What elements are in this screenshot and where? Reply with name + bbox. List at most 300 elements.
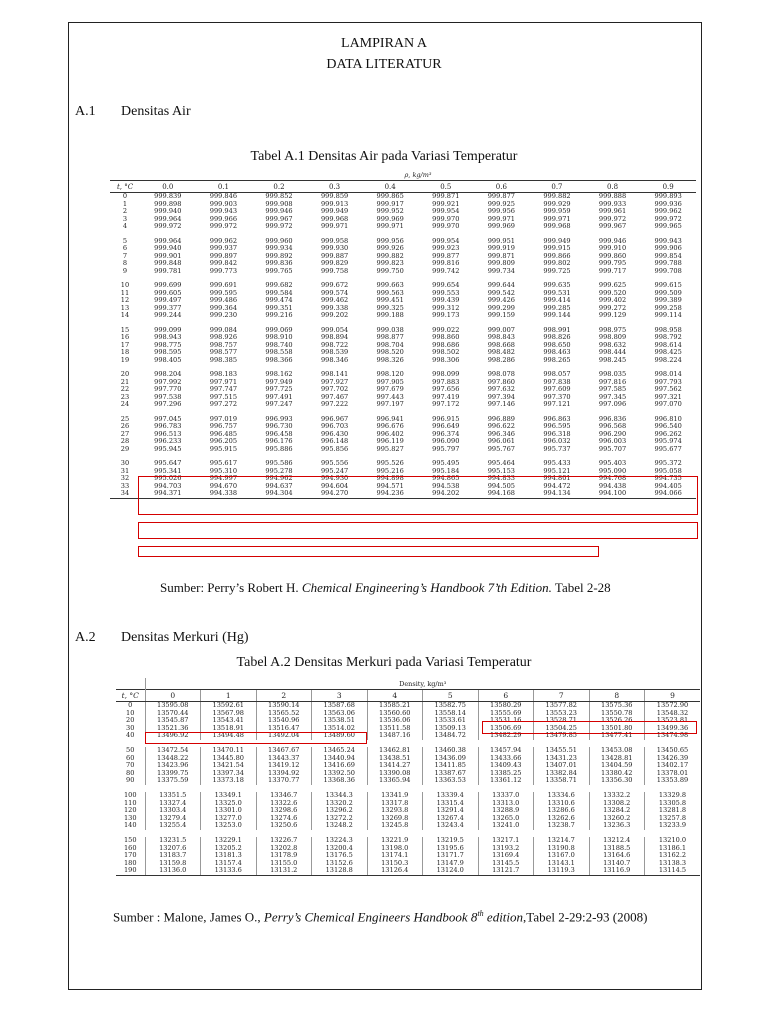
- table1-temp-label: t, °C: [116, 182, 134, 191]
- density-cell: 999.635: [543, 282, 571, 289]
- density-cell: 996.967: [320, 415, 349, 423]
- density-cell: 999.968: [320, 215, 349, 223]
- density-cell: 13176.5: [312, 852, 368, 860]
- density-cell: 994.930: [320, 475, 349, 482]
- density-cell: 13284.2: [589, 807, 645, 815]
- section-a2-title: Densitas Merkuri (Hg): [121, 630, 249, 645]
- density-cell: 13325.0: [201, 800, 257, 808]
- density-cell: 999.129: [598, 312, 627, 319]
- density-cell: 999.717: [598, 267, 627, 275]
- density-cell: 994.134: [529, 490, 585, 498]
- density-cell: 994.703: [154, 482, 182, 490]
- density-cell: 13409.43: [478, 762, 534, 770]
- density-cell: 999.038: [376, 326, 404, 334]
- mercury-density-table: [116, 678, 700, 876]
- density-cell: 13171.7: [423, 852, 479, 860]
- appendix-title: LAMPIRAN A: [341, 36, 427, 51]
- density-cell: 13351.5: [145, 792, 201, 800]
- density-cell: 13231.5: [145, 837, 201, 845]
- density-cell: 13150.3: [367, 860, 423, 868]
- density-cell: 13423.96: [145, 762, 201, 770]
- density-cell: 997.747: [209, 386, 238, 393]
- density-cell: 999.940: [154, 245, 182, 252]
- density-cell: 999.946: [598, 237, 627, 245]
- temperature-cell: 11: [120, 289, 130, 297]
- table-row: [110, 208, 696, 216]
- density-cell: 999.972: [265, 223, 293, 230]
- density-cell: 13438.51: [367, 755, 423, 763]
- density-cell: 13277.0: [201, 815, 257, 823]
- density-cell: 999.968: [543, 223, 571, 230]
- density-cell: 999.574: [320, 289, 349, 297]
- density-cell: 13404.59: [589, 762, 645, 770]
- density-cell: 13169.4: [478, 852, 534, 860]
- density-cell: 995.915: [209, 445, 238, 453]
- density-cell: 998.775: [154, 341, 182, 349]
- density-cell: 999.486: [209, 297, 238, 304]
- density-cell: 13416.69: [312, 762, 368, 770]
- density-cell: 997.394: [487, 393, 515, 401]
- density-cell: 13322.6: [256, 800, 312, 808]
- density-cell: 996.540: [654, 423, 682, 430]
- density-cell: 999.216: [265, 312, 293, 319]
- density-cell: 999.351: [265, 304, 293, 312]
- temperature-cell: 17: [120, 341, 130, 349]
- density-cell: 13467.67: [256, 747, 312, 755]
- density-cell: 998.877: [376, 334, 404, 341]
- table-row: [116, 837, 700, 845]
- density-cell: 13305.8: [645, 800, 701, 808]
- density-cell: 999.915: [543, 245, 571, 252]
- density-cell: 13181.3: [201, 852, 257, 860]
- density-cell: 13296.2: [312, 807, 368, 815]
- density-cell: 13521.36: [145, 725, 201, 733]
- density-cell: 999.906: [654, 245, 682, 252]
- table-row: [116, 747, 700, 755]
- density-cell: 998.757: [209, 341, 238, 349]
- temperature-cell: 23: [120, 393, 130, 401]
- temperature-cell: 6: [122, 245, 128, 252]
- density-cell: 13193.2: [478, 845, 534, 853]
- density-cell: 13414.27: [367, 762, 423, 770]
- temperature-cell: 32: [120, 475, 130, 482]
- table-row: [110, 371, 696, 379]
- density-cell: 999.462: [320, 297, 349, 304]
- density-cell: 999.644: [487, 282, 515, 289]
- table1-col-header: 0.2: [251, 181, 307, 193]
- temperature-cell: 80: [126, 769, 135, 777]
- highlight-box-30-32: [138, 522, 698, 539]
- density-cell: 13205.2: [201, 845, 257, 853]
- table-row: [110, 253, 696, 261]
- density-cell: 995.090: [598, 467, 627, 475]
- density-cell: 999.960: [265, 237, 293, 245]
- density-cell: 995.647: [154, 460, 182, 467]
- density-cell: 13288.9: [478, 807, 534, 815]
- density-cell: 996.458: [265, 430, 293, 438]
- density-cell: 997.793: [654, 378, 682, 386]
- density-cell: 995.464: [487, 460, 515, 467]
- density-cell: 13262.6: [534, 815, 590, 823]
- density-cell: 999.364: [209, 304, 238, 312]
- density-cell: 999.969: [487, 223, 515, 230]
- density-cell: 997.247: [265, 401, 293, 408]
- table-row: [116, 792, 700, 800]
- temperature-cell: 24: [120, 401, 130, 408]
- density-cell: 996.836: [598, 415, 627, 423]
- density-cell: 996.290: [598, 430, 627, 438]
- density-cell: 999.325: [376, 304, 404, 312]
- group-spacer: [116, 830, 700, 837]
- density-cell: 997.172: [432, 401, 460, 408]
- density-cell: 13499.36: [645, 725, 701, 733]
- density-cell: 995.737: [543, 445, 571, 453]
- table-row: [110, 342, 696, 350]
- density-cell: 998.650: [543, 341, 571, 349]
- density-cell: 999.672: [320, 282, 349, 289]
- density-cell: 999.972: [598, 215, 627, 223]
- density-cell: 999.439: [432, 297, 460, 304]
- table-row: [116, 762, 700, 770]
- density-cell: 999.839: [154, 192, 182, 200]
- density-cell: 999.871: [432, 192, 460, 200]
- density-cell: 13329.8: [645, 792, 701, 800]
- density-cell: 13465.24: [312, 747, 368, 755]
- density-cell: 13174.1: [367, 852, 423, 860]
- density-cell: 999.338: [320, 304, 349, 312]
- density-cell: 999.708: [654, 267, 682, 275]
- density-cell: 997.656: [432, 386, 460, 393]
- density-cell: 999.901: [154, 252, 182, 260]
- density-cell: 994.168: [474, 490, 530, 498]
- density-cell: 999.842: [209, 260, 238, 267]
- density-cell: 13143.1: [534, 860, 590, 868]
- temperature-cell: 130: [123, 814, 137, 822]
- density-cell: 13301.0: [201, 807, 257, 815]
- density-cell: 13474.98: [645, 732, 701, 740]
- density-cell: 999.933: [598, 200, 627, 208]
- density-cell: 999.426: [487, 297, 515, 304]
- density-cell: 13484.72: [423, 732, 479, 740]
- density-cell: 994.801: [543, 475, 571, 482]
- density-cell: 996.374: [432, 430, 460, 438]
- density-cell: 999.809: [487, 260, 515, 267]
- table-row: [110, 216, 696, 224]
- density-cell: 13450.65: [645, 747, 701, 755]
- table-row: [110, 334, 696, 342]
- density-cell: 13428.81: [589, 755, 645, 763]
- temperature-cell: 18: [120, 349, 130, 356]
- density-cell: 999.553: [432, 289, 460, 297]
- density-cell: 13575.36: [589, 702, 645, 710]
- density-cell: 997.197: [376, 401, 404, 408]
- table-row: [116, 852, 700, 860]
- density-cell: 999.954: [432, 208, 460, 215]
- density-cell: 999.654: [432, 282, 460, 289]
- density-cell: 999.956: [376, 237, 404, 245]
- table-row: [116, 867, 700, 875]
- table-row: [116, 755, 700, 763]
- density-cell: 997.146: [487, 401, 515, 408]
- density-cell: 13253.0: [201, 822, 257, 830]
- density-cell: 999.625: [598, 282, 627, 289]
- density-cell: 999.022: [432, 326, 460, 334]
- density-cell: 994.898: [376, 475, 404, 482]
- density-cell: 999.972: [154, 223, 182, 230]
- temperature-cell: 14: [120, 312, 130, 319]
- density-cell: 13341.9: [367, 792, 423, 800]
- density-cell: 995.767: [487, 445, 515, 453]
- density-cell: 13592.61: [201, 702, 257, 710]
- density-cell: 997.019: [209, 415, 238, 423]
- temperature-cell: 3: [122, 215, 128, 223]
- temperature-cell: 2: [122, 208, 128, 215]
- density-cell: 994.438: [598, 482, 627, 490]
- density-cell: 997.971: [209, 378, 238, 386]
- density-cell: 13327.4: [145, 800, 201, 808]
- density-cell: 998.910: [265, 334, 293, 341]
- density-cell: 13487.16: [367, 732, 423, 740]
- density-cell: 998.632: [598, 341, 627, 349]
- density-cell: 13274.6: [256, 815, 312, 823]
- density-cell: 998.809: [598, 334, 627, 341]
- density-cell: 994.997: [209, 475, 238, 482]
- density-cell: 999.202: [320, 312, 349, 319]
- density-cell: 996.730: [265, 423, 293, 430]
- table-row: [110, 394, 696, 402]
- density-cell: 13394.92: [256, 770, 312, 778]
- table2-col-header: 2: [256, 690, 312, 702]
- density-cell: 998.740: [265, 341, 293, 349]
- density-cell: 997.838: [543, 378, 571, 386]
- density-cell: 13121.7: [478, 867, 534, 875]
- table1-source: Sumber: Perry’s Robert H. Chemical Engineering’s Handbook 7’th Edition. Tabel 2-28: [160, 580, 611, 595]
- density-cell: 13267.4: [423, 815, 479, 823]
- density-cell: 13272.2: [312, 815, 368, 823]
- density-cell: 999.958: [320, 237, 349, 245]
- density-cell: 13460.38: [423, 747, 479, 755]
- density-cell: 998.860: [432, 334, 460, 341]
- table-row: [110, 238, 696, 246]
- table-row: [110, 305, 696, 313]
- density-cell: 13572.90: [645, 702, 701, 710]
- density-cell: 13472.54: [145, 747, 201, 755]
- density-cell: 13212.4: [589, 837, 645, 845]
- density-cell: 994.100: [585, 490, 641, 498]
- density-cell: 998.843: [487, 334, 515, 341]
- density-cell: 13317.8: [367, 800, 423, 808]
- density-cell: 995.184: [432, 467, 460, 475]
- table2-col-header: 6: [478, 690, 534, 702]
- density-cell: 999.962: [209, 237, 238, 245]
- density-cell: 998.444: [598, 349, 627, 356]
- density-cell: 999.970: [432, 215, 460, 223]
- density-cell: 13577.82: [534, 702, 590, 710]
- density-cell: 13119.3: [534, 867, 590, 875]
- density-cell: 13214.7: [534, 837, 590, 845]
- density-cell: 996.402: [376, 430, 404, 438]
- density-cell: 13124.0: [423, 867, 479, 875]
- table-row: [116, 770, 700, 778]
- density-cell: 998.577: [209, 349, 238, 356]
- density-cell: 997.491: [265, 393, 293, 401]
- density-cell: 998.035: [598, 371, 627, 378]
- density-cell: 13279.4: [145, 815, 201, 823]
- density-cell: 999.962: [654, 208, 682, 215]
- table2-unit: Density, kg/m³: [145, 678, 700, 690]
- density-cell: 999.971: [376, 223, 404, 230]
- density-cell: 995.617: [209, 460, 238, 467]
- table-row: [110, 245, 696, 253]
- density-cell: 13243.4: [423, 822, 479, 830]
- density-cell: 13368.36: [312, 777, 368, 785]
- density-cell: 13188.5: [589, 845, 645, 853]
- table-row: [110, 349, 696, 357]
- density-cell: 996.649: [432, 423, 460, 430]
- density-cell: 999.682: [265, 282, 293, 289]
- density-cell: 13421.54: [201, 762, 257, 770]
- table-row: [116, 822, 700, 830]
- density-cell: 997.905: [376, 378, 404, 386]
- density-cell: 999.893: [654, 192, 682, 200]
- density-cell: 999.605: [154, 289, 182, 297]
- density-cell: 996.676: [376, 423, 404, 430]
- density-cell: 999.930: [320, 245, 349, 252]
- density-cell: 999.859: [320, 192, 349, 200]
- density-cell: 999.846: [209, 192, 238, 200]
- table-row: [110, 201, 696, 209]
- table-row: [110, 446, 696, 454]
- temperature-cell: 180: [123, 859, 137, 867]
- density-cell: 997.992: [154, 378, 182, 386]
- density-cell: 996.485: [209, 430, 238, 438]
- density-cell: 997.883: [432, 378, 460, 386]
- table-row: [110, 357, 696, 365]
- density-cell: 996.783: [154, 423, 182, 430]
- density-cell: 998.405: [154, 356, 182, 364]
- density-cell: 999.595: [209, 289, 238, 297]
- density-cell: 998.425: [654, 349, 682, 356]
- temperature-cell: 120: [123, 807, 137, 815]
- density-cell: 999.921: [432, 200, 460, 208]
- density-cell: 997.272: [209, 401, 238, 408]
- density-cell: 999.854: [654, 252, 682, 260]
- density-cell: 13457.94: [478, 747, 534, 755]
- table1-col-header: 0.7: [529, 181, 585, 193]
- density-cell: 996.595: [543, 423, 571, 430]
- density-cell: 997.609: [543, 386, 571, 393]
- density-cell: 996.430: [320, 430, 349, 438]
- density-cell: 999.699: [154, 282, 182, 289]
- table1-caption: Tabel A.1 Densitas Air pada Variasi Temperatur: [250, 149, 518, 164]
- density-cell: 995.974: [654, 438, 682, 445]
- density-cell: 998.502: [432, 349, 460, 356]
- table-row: [110, 223, 696, 231]
- density-cell: 13407.01: [534, 762, 590, 770]
- density-cell: 13462.81: [367, 747, 423, 755]
- table-row: [110, 268, 696, 276]
- highlight-box-26-29: [138, 476, 698, 515]
- density-cell: 999.877: [487, 192, 515, 200]
- table-row: [110, 423, 696, 431]
- density-cell: 13315.4: [423, 800, 479, 808]
- table-row: [116, 860, 700, 868]
- density-cell: 998.306: [432, 356, 460, 364]
- density-cell: 999.954: [432, 237, 460, 245]
- density-cell: 994.833: [487, 475, 515, 482]
- density-cell: 998.224: [654, 356, 682, 364]
- density-cell: 13200.4: [312, 845, 368, 853]
- density-cell: 13511.58: [367, 725, 423, 733]
- density-cell: 13308.2: [589, 800, 645, 808]
- density-cell: 997.121: [543, 401, 571, 408]
- table2-col-header: 0: [145, 690, 201, 702]
- density-cell: 13298.6: [256, 807, 312, 815]
- density-cell: 996.810: [654, 415, 682, 423]
- density-cell: 13147.9: [423, 860, 479, 868]
- density-cell: 13238.7: [534, 822, 590, 830]
- density-cell: 999.007: [487, 326, 515, 334]
- density-cell: 996.757: [209, 423, 238, 430]
- density-cell: 996.233: [154, 438, 182, 445]
- density-cell: 999.563: [376, 289, 404, 297]
- density-cell: 13470.11: [201, 747, 257, 755]
- temperature-cell: 170: [123, 852, 137, 860]
- temperature-cell: 150: [123, 836, 137, 844]
- water-density-table: [110, 170, 696, 499]
- density-cell: 13183.7: [145, 852, 201, 860]
- density-cell: 999.943: [209, 208, 238, 215]
- group-spacer: [110, 453, 696, 460]
- density-cell: 999.114: [654, 312, 682, 319]
- density-cell: 999.887: [320, 252, 349, 260]
- section-a1-number: A.1: [75, 104, 96, 119]
- density-cell: 13565.52: [256, 710, 312, 718]
- density-cell: 999.795: [598, 260, 627, 267]
- density-cell: 998.346: [320, 356, 349, 364]
- density-cell: 13221.9: [367, 837, 423, 845]
- density-cell: 997.370: [543, 393, 571, 401]
- density-cell: 999.936: [654, 200, 682, 208]
- density-cell: 999.967: [598, 223, 627, 230]
- temperature-cell: 29: [120, 445, 130, 453]
- density-cell: 13448.22: [145, 755, 201, 763]
- table-row: [110, 460, 696, 468]
- temperature-cell: 20: [126, 717, 135, 725]
- density-cell: 997.222: [320, 401, 349, 408]
- density-cell: 998.686: [432, 341, 460, 349]
- density-cell: 999.773: [209, 267, 238, 275]
- density-cell: 998.792: [654, 334, 682, 341]
- density-cell: 13226.7: [256, 837, 312, 845]
- temperature-cell: 4: [122, 223, 128, 230]
- table1-col-header: 0.3: [307, 181, 363, 193]
- density-cell: 999.940: [154, 208, 182, 215]
- density-cell: 999.829: [320, 260, 349, 267]
- density-cell: 994.505: [487, 482, 515, 490]
- density-cell: 999.509: [654, 289, 682, 297]
- density-cell: 999.663: [376, 282, 404, 289]
- density-cell: 995.216: [376, 467, 404, 475]
- density-cell: 999.971: [543, 215, 571, 223]
- density-cell: 994.236: [362, 490, 418, 498]
- density-cell: 999.823: [376, 260, 404, 267]
- table-row: [116, 807, 700, 815]
- density-cell: 13363.53: [423, 777, 479, 785]
- density-cell: 13550.78: [589, 710, 645, 718]
- table-row: [110, 312, 696, 320]
- density-cell: 13496.92: [145, 732, 201, 740]
